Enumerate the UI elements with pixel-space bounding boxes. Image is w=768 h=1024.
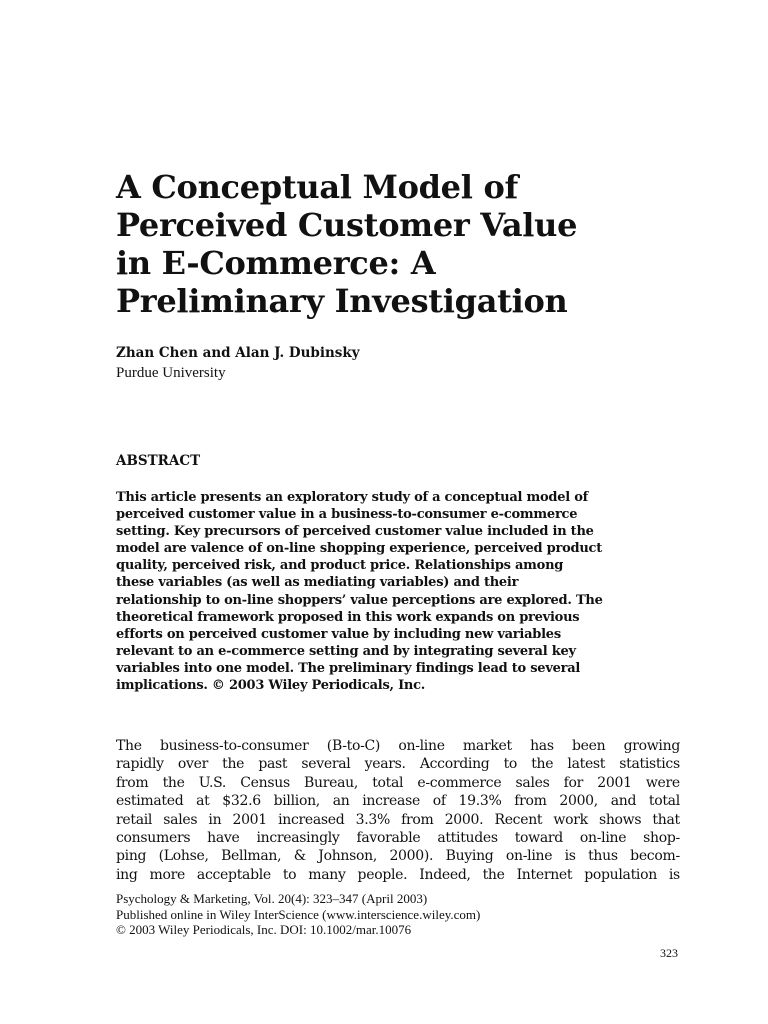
page-title: [116, 168, 696, 320]
abstract-line: setting. Key precursors of perceived customer value included in the: [116, 524, 594, 540]
word: is: [668, 866, 680, 883]
word: the: [162, 774, 185, 791]
abstract-line: quality, perceived risk, and product price. Relationships among: [116, 558, 564, 574]
word: in: [208, 811, 222, 828]
word: Recent: [494, 811, 543, 828]
word: has: [530, 738, 554, 754]
abstract-heading: ABSTRACT: [116, 453, 201, 469]
word: increase: [362, 793, 420, 810]
word: sales: [515, 774, 550, 791]
word: the: [222, 756, 245, 773]
body-line: [116, 755, 680, 773]
word: statistics: [619, 756, 680, 773]
word: on-line: [505, 848, 553, 865]
body-line: [116, 737, 680, 755]
word: According: [419, 756, 490, 773]
title-line: in E-Commerce: A: [116, 244, 436, 282]
abstract-line: these variables (as well as mediating variables) and their: [116, 575, 519, 591]
footnote-publisher-link: Published online in Wiley InterScience (www.interscience.wiley.com): [116, 906, 481, 922]
word: e-commerce: [417, 774, 502, 791]
body-line: [116, 829, 680, 847]
word: 2001: [232, 811, 267, 828]
word: The: [116, 738, 142, 754]
body-line: [116, 866, 680, 884]
word: were: [645, 774, 680, 791]
authors: Zhan Chen and Alan J. Dubinsky: [116, 345, 360, 361]
journal-footnote: [116, 891, 480, 938]
word: more: [149, 866, 185, 883]
word: work: [553, 811, 588, 828]
word: rapidly: [116, 756, 164, 773]
word: many: [308, 866, 346, 883]
word: shop-: [643, 830, 680, 847]
abstract-line: relevant to an e-commerce setting and by integrating several key: [116, 643, 576, 659]
word: thus: [588, 848, 618, 865]
footnote-citation: Psychology & Marketing, Vol. 20(4): 323–347 (April 2003): [116, 891, 428, 906]
word: Internet: [516, 866, 573, 883]
word: total: [648, 793, 680, 810]
title-line: Preliminary Investigation: [116, 282, 568, 320]
word: acceptable: [196, 866, 271, 883]
word: Johnson,: [318, 848, 378, 865]
word: past: [258, 756, 288, 773]
word: (Lohse,: [158, 848, 209, 865]
abstract-line: This article presents an exploratory study of a conceptual model of: [116, 490, 588, 505]
word: sales: [163, 811, 198, 828]
word: on-line: [398, 738, 445, 754]
word: ping: [116, 848, 147, 865]
word: 19.3%: [458, 793, 502, 810]
word: for: [563, 774, 584, 791]
word: from: [514, 793, 547, 810]
word: on-line: [579, 830, 627, 847]
body-paragraph: [116, 737, 680, 884]
word: business-to-consumer: [159, 738, 309, 754]
word: and: [610, 793, 637, 810]
word: (B-to-C): [326, 738, 381, 754]
word: U.S.: [198, 774, 227, 791]
word: from: [116, 774, 149, 791]
word: 2001: [597, 774, 632, 791]
word: years.: [364, 756, 406, 773]
abstract-line: implications. © 2003 Wiley Periodicals, Inc.: [116, 678, 426, 694]
word: that: [652, 811, 680, 828]
word: total: [372, 774, 404, 791]
abstract-line: theoretical framework proposed in this work expands on previous: [116, 609, 580, 625]
word: estimated: [116, 793, 184, 810]
word: billion,: [273, 793, 320, 810]
abstract-line: model are valence of on-line shopping experience, perceived product: [116, 541, 602, 557]
word: is: [564, 848, 576, 865]
abstract-line: relationship to on-line shoppers’ value perceptions are explored. The: [116, 592, 603, 608]
body-line: [116, 774, 680, 792]
word: been: [571, 738, 606, 754]
word: retail: [116, 811, 153, 828]
body-line: [116, 792, 680, 810]
word: population: [584, 866, 657, 883]
word: to: [282, 866, 297, 883]
title-line: A Conceptual Model of: [116, 168, 518, 206]
word: Indeed,: [419, 866, 471, 883]
body-line: [116, 811, 680, 829]
abstract-line: efforts on perceived customer value by including new variables: [116, 626, 561, 642]
word: 2000).: [389, 848, 434, 865]
word: $32.6: [222, 793, 261, 810]
word: Bellman,: [221, 848, 282, 865]
word: increasingly: [256, 830, 340, 847]
word: at: [196, 793, 210, 810]
word: 3.3%: [355, 811, 390, 828]
word: over: [177, 756, 208, 773]
word: toward: [514, 830, 563, 847]
word: have: [207, 830, 240, 847]
page-number: 323: [660, 946, 678, 960]
word: shows: [598, 811, 642, 828]
body-line: [116, 847, 680, 865]
word: Census: [240, 774, 290, 791]
word: &: [293, 848, 306, 865]
affiliation: Purdue University: [116, 365, 226, 381]
word: the: [531, 756, 554, 773]
word: to: [503, 756, 518, 773]
word: 2000.: [444, 811, 484, 828]
word: people.: [357, 866, 408, 883]
word: latest: [567, 756, 606, 773]
word: attitudes: [437, 830, 498, 847]
word: the: [482, 866, 505, 883]
word: an: [332, 793, 350, 810]
abstract-line: variables into one model. The preliminary findings lead to several: [116, 660, 581, 676]
word: Buying: [445, 848, 494, 865]
word: market: [462, 738, 512, 754]
word: favorable: [356, 830, 421, 847]
word: Bureau,: [304, 774, 359, 791]
word: ing: [116, 866, 138, 883]
word: consumers: [116, 830, 191, 847]
footnote-copyright-doi: © 2003 Wiley Periodicals, Inc. DOI: 10.1002/mar.10076: [116, 922, 412, 937]
abstract-line: perceived customer value in a business-to-consumer e-commerce: [116, 507, 578, 523]
word: 2000,: [559, 793, 598, 810]
word: several: [301, 756, 351, 773]
title-line: Perceived Customer Value: [116, 206, 578, 244]
word: increased: [278, 811, 345, 828]
word: becom-: [630, 848, 680, 865]
word: of: [432, 793, 446, 810]
word: growing: [623, 738, 680, 754]
abstract-body: [116, 489, 686, 694]
word: from: [401, 811, 434, 828]
